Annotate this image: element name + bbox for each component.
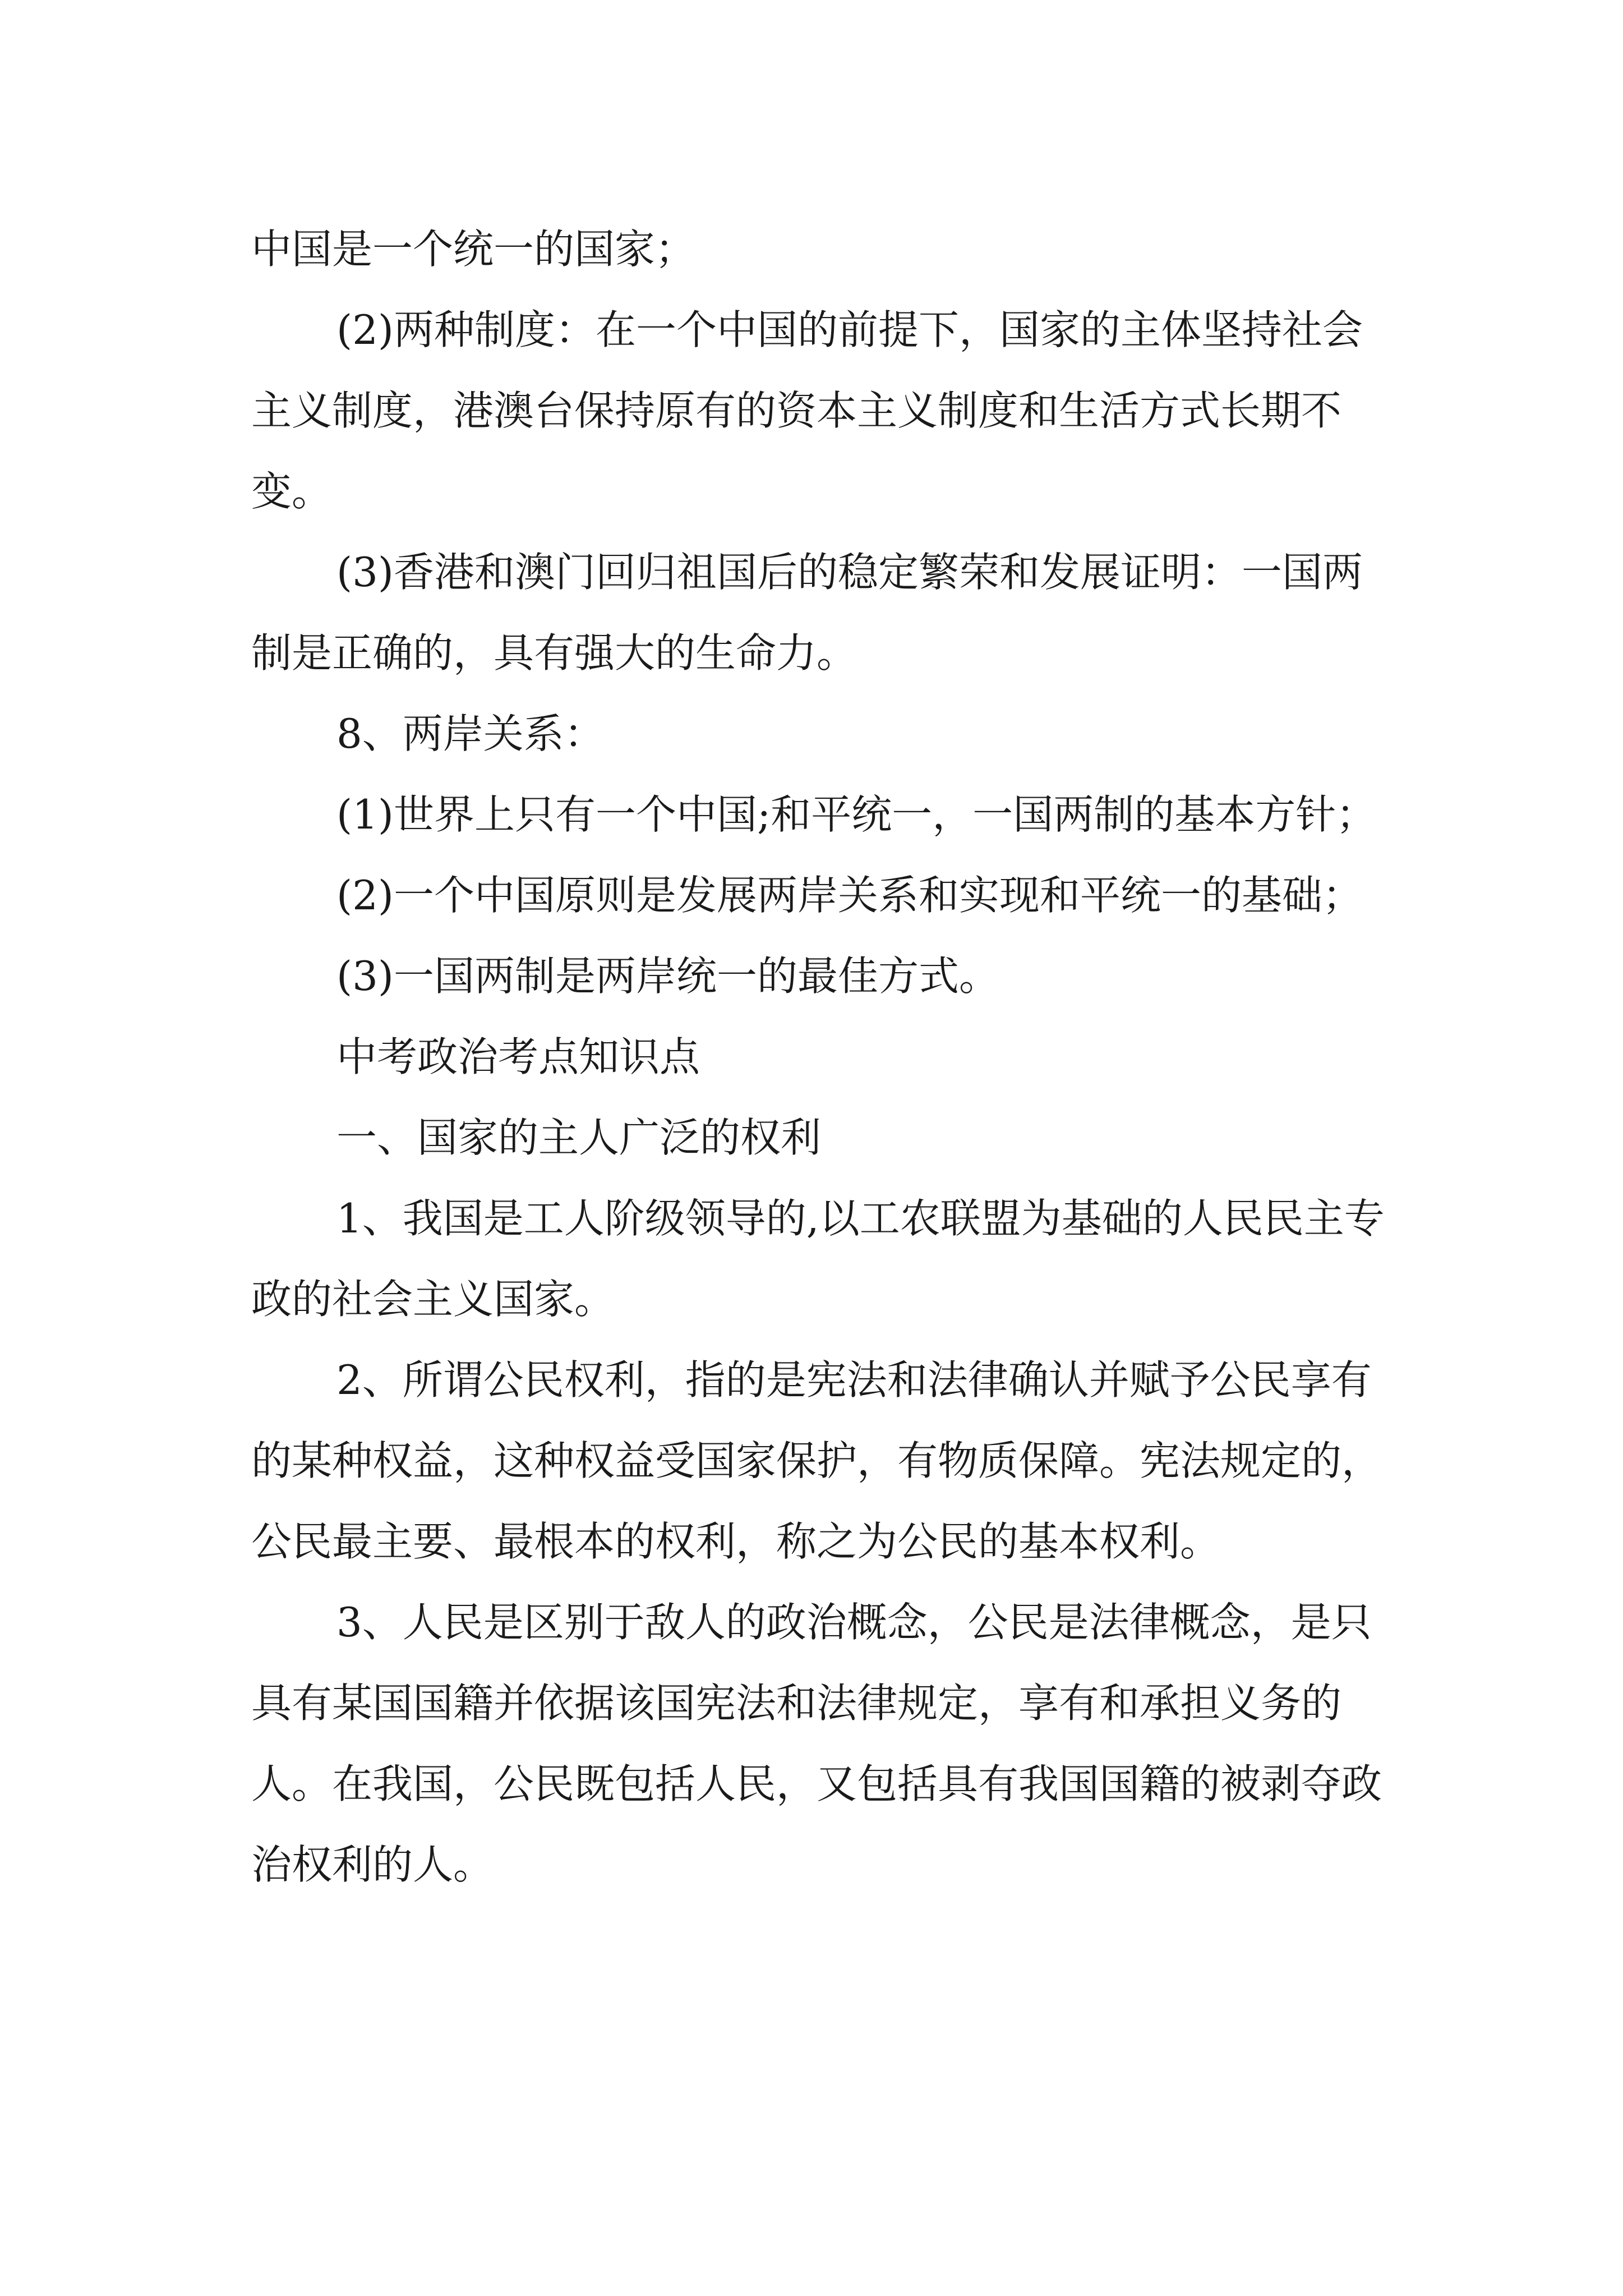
paragraph-point-1: 1、我国是工人阶级领导的,以工农联盟为基础的人民民主专政的社会主义国家。 — [251, 1195, 1385, 1323]
section-title: 中考政治考点知识点 — [336, 1033, 700, 1080]
paragraph-two-systems: (2)两种制度：在一个中国的前提下，国家的主体坚持社会主义制度，港澳台保持原有的资本主义制度和生活方式长期不变。 — [251, 306, 1363, 515]
heading-cross-strait: 8、两岸关系： — [336, 710, 605, 757]
paragraph-one-china: (1)世界上只有一个中国;和平统一，一国两制的基本方针； — [336, 791, 1377, 838]
paragraph-best-way: (3)一国两制是两岸统一的最佳方式。 — [336, 953, 999, 1000]
paragraph-point-3: 3、人民是区别于敌人的政治概念，公民是法律概念，是只具有某国国籍并依据该国宪法和法律规定，享有和承担义务的人。在我国，公民既包括人民，又包括具有我国国籍的被剥夺政治权利的人。 — [251, 1599, 1382, 1888]
paragraph-continuation: 中国是一个统一的国家； — [251, 226, 696, 273]
heading-rights: 一、国家的主人广泛的权利 — [336, 1114, 822, 1161]
paragraph-point-2: 2、所谓公民权利，指的是宪法和法律确认并赋予公民享有的某种权益，这种权益受国家保护，有物质保障。宪法规定的，公民最主要、最根本的权利，称之为公民的基本权利。 — [251, 1356, 1382, 1565]
paragraph-hk-macau: (3)香港和澳门回归祖国后的稳定繁荣和发展证明：一国两制是正确的，具有强大的生命力。 — [251, 549, 1363, 677]
paragraph-one-china-principle: (2)一个中国原则是发展两岸关系和实现和平统一的基础； — [336, 872, 1363, 919]
document-body — [251, 209, 1390, 1905]
